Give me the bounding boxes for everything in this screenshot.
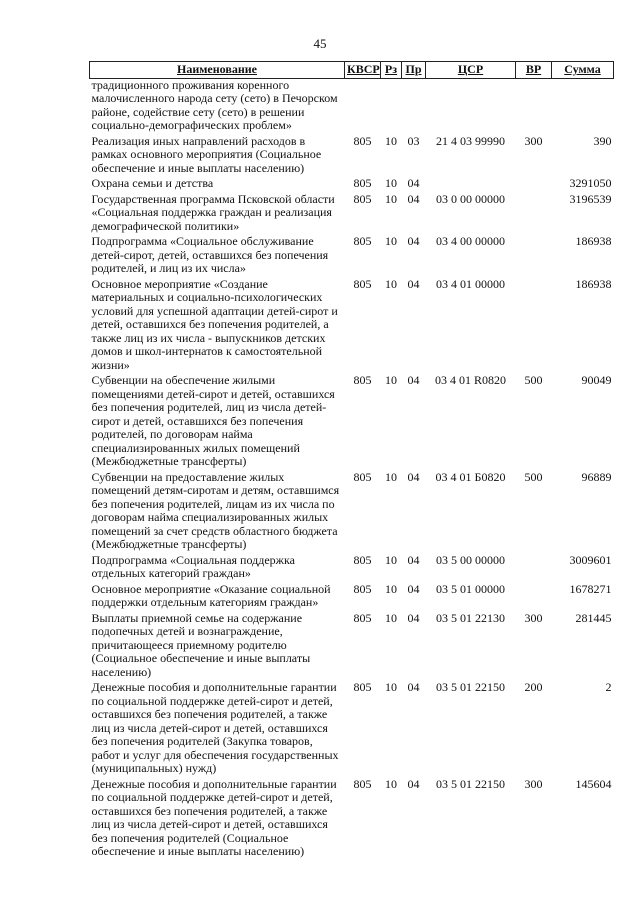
cell-name: Подпрограмма «Социальное обслуживание детей-сирот, детей, оставшихся без попечения родителей, и лиц из их числа»	[91, 234, 329, 275]
cell-name: Государственная программа Псковской области «Социальная поддержка граждан и реализация демографической политики»	[91, 191, 335, 233]
table-row	[90, 581, 614, 610]
cell-sum	[552, 78, 614, 133]
cell-rz: 10	[385, 610, 397, 625]
cell-kvsr: 805	[353, 373, 372, 387]
cell-pr: 04	[407, 610, 420, 625]
cell-vr: 300	[524, 610, 543, 625]
cell-name: Охрана семьи и детства	[91, 176, 214, 190]
column-header-csr: ЦСР	[426, 62, 516, 79]
cell-pr: 04	[407, 234, 420, 248]
cell-kvsr: 805	[353, 581, 372, 596]
column-header-rz: Рз	[381, 62, 402, 79]
cell-pr: 04	[407, 373, 420, 387]
cell-kvsr: 805	[353, 133, 372, 148]
cell-name: Реализация иных направлений расходов в рамках основного мероприятия (Социальное обеспечение и иные выплаты населению)	[91, 133, 322, 175]
cell-vr	[516, 78, 552, 133]
column-header-sum: Сумма	[552, 62, 614, 79]
cell-sum: 186938	[575, 234, 612, 248]
cell-name: традиционного проживания коренного малочисленного народа сету (сето) в Печорском районе, содействие сету (сето) в решении социально-демографических проблем»	[91, 77, 338, 132]
cell-pr: 04	[407, 276, 420, 291]
table-row	[90, 372, 614, 469]
cell-csr	[426, 78, 516, 133]
cell-rz: 10	[385, 373, 397, 387]
cell-vr: 500	[524, 469, 543, 484]
cell-pr	[402, 78, 426, 133]
cell-csr: 03 5 01 00000	[436, 581, 505, 596]
cell-kvsr: 805	[353, 276, 372, 291]
cell-rz: 10	[385, 680, 397, 694]
table-row	[90, 276, 614, 373]
cell-kvsr: 805	[353, 176, 372, 190]
cell-csr: 03 4 01 00000	[436, 276, 505, 291]
table-row	[90, 610, 614, 680]
cell-vr: 300	[524, 776, 543, 791]
cell-pr: 04	[407, 552, 420, 567]
cell-kvsr: 805	[353, 191, 372, 206]
cell-csr: 21 4 03 99990	[436, 133, 505, 148]
cell-csr: 03 5 01 22150	[436, 680, 505, 694]
cell-name: Основное мероприятие «Оказание социальной поддержки отдельным категориям граждан»	[91, 581, 331, 609]
cell-vr	[516, 233, 552, 276]
cell-vr	[516, 276, 552, 373]
cell-name: Субвенции на обеспечение жилыми помещениями детей-сирот и детей, оставшихся без попечения родителей, лиц из числа детей-сирот и детей, оставшихся без попечения родителей, по договорам найма специализированных жилых помещений (Межбюджетные трансферты)	[91, 373, 335, 468]
cell-pr: 03	[407, 133, 420, 148]
cell-sum: 186938	[575, 276, 612, 291]
cell-sum: 1678271	[569, 581, 612, 596]
cell-pr: 04	[407, 176, 420, 190]
cell-rz: 10	[385, 776, 397, 791]
cell-rz: 10	[385, 276, 397, 291]
cell-rz: 10	[385, 133, 397, 148]
cell-pr: 04	[407, 680, 420, 694]
table-row	[90, 191, 614, 234]
cell-csr: 03 5 00 00000	[436, 552, 505, 567]
table-row	[90, 233, 614, 276]
column-header-kvsr: КВСР	[345, 62, 381, 79]
column-header-pr: Пр	[402, 62, 426, 79]
cell-csr: 03 5 01 22150	[436, 776, 505, 791]
cell-vr	[516, 581, 552, 610]
cell-vr	[516, 191, 552, 234]
cell-rz: 10	[385, 552, 397, 567]
cell-sum: 145604	[575, 776, 612, 791]
cell-kvsr: 805	[353, 234, 372, 248]
cell-pr: 04	[407, 581, 420, 596]
table-row	[90, 175, 614, 191]
cell-rz: 10	[385, 469, 397, 484]
cell-sum: 281445	[575, 610, 612, 625]
page-number: 45	[313, 36, 327, 51]
column-header-vr: ВР	[516, 62, 552, 79]
table-row	[90, 78, 614, 133]
table-header-row	[90, 62, 614, 79]
cell-kvsr: 805	[353, 680, 372, 694]
cell-rz: 10	[385, 191, 397, 206]
cell-vr: 500	[524, 373, 543, 387]
cell-sum: 3196539	[569, 191, 612, 206]
cell-sum: 3291050	[569, 176, 612, 190]
cell-rz: 10	[385, 581, 397, 596]
cell-csr: 03 0 00 00000	[436, 191, 505, 206]
cell-name: Основное мероприятие «Создание материальных и социально-психологических условий для успешной адаптации детей-сирот и детей, оставшихся без попечения родителей, а также лиц из их числа - выпускников детских домов и школ-интернатов к самостоятельной жизни»	[91, 276, 338, 372]
table-row	[90, 133, 614, 176]
cell-sum: 2	[605, 680, 612, 694]
cell-csr: 03 5 01 22130	[436, 610, 505, 625]
cell-pr: 04	[407, 776, 420, 791]
cell-kvsr: 805	[353, 469, 372, 484]
cell-rz: 10	[385, 234, 397, 248]
cell-rz: 10	[385, 176, 397, 190]
cell-name: Денежные пособия и дополнительные гарантии по социальной поддержке детей-сирот и детей, оставшихся без попечения родителей, а также лиц из числа детей-сирот и детей, оставшихся без попечения родителей (Закупка товаров, работ и услуг для обеспечения государственных (муниципальных) нужд)	[91, 680, 339, 775]
table-row	[90, 776, 614, 859]
cell-csr: 03 4 00 00000	[436, 234, 505, 248]
cell-kvsr	[345, 78, 381, 133]
cell-kvsr: 805	[353, 552, 372, 567]
cell-pr: 04	[407, 469, 420, 484]
cell-vr: 200	[524, 680, 543, 694]
cell-kvsr: 805	[353, 610, 372, 625]
cell-name: Подпрограмма «Социальная поддержка отдельных категорий граждан»	[91, 552, 295, 580]
cell-vr: 300	[524, 133, 543, 148]
table-row	[90, 679, 614, 776]
column-header-name: Наименование	[90, 62, 345, 79]
table-row	[90, 552, 614, 581]
cell-sum: 90049	[581, 373, 612, 387]
cell-name: Субвенции на предоставление жилых помещений детям-сиротам и детям, оставшимся без попечения родителей, лицам из их числа по договорам найма специализированных жилых помещений за счет средств областного бюджета (Межбюджетные трансферты)	[91, 469, 340, 551]
cell-pr: 04	[407, 191, 420, 206]
budget-table	[89, 61, 614, 859]
cell-rz	[381, 78, 402, 133]
cell-csr: 03 4 01 Б0820	[435, 469, 506, 484]
cell-sum: 390	[593, 133, 612, 148]
table-row	[90, 469, 614, 552]
cell-vr	[516, 552, 552, 581]
cell-kvsr: 805	[353, 776, 372, 791]
cell-csr	[426, 175, 516, 191]
cell-name: Выплаты приемной семье на содержание подопечных детей и вознаграждение, причитающееся приемному родителю (Социальное обеспечение и иные выплаты населению)	[91, 610, 311, 679]
cell-name: Денежные пособия и дополнительные гарантии по социальной поддержке детей-сирот и детей, оставшихся без попечения родителей, а также лиц из числа детей-сирот и детей, оставшихся без попечения родителей (Социальное обеспечение и иные выплаты населению)	[91, 776, 337, 858]
cell-sum: 96889	[581, 469, 612, 484]
cell-vr	[516, 175, 552, 191]
cell-csr: 03 4 01 R0820	[434, 373, 506, 387]
cell-sum: 3009601	[569, 552, 612, 567]
